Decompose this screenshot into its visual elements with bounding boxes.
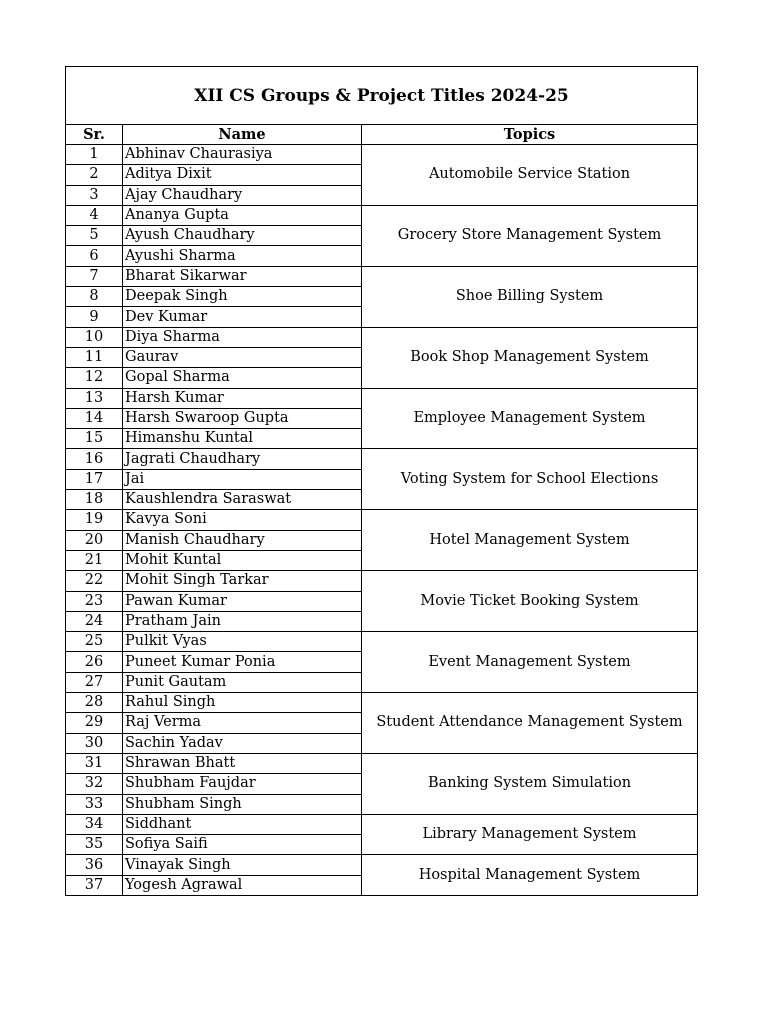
serial-number: 1 [66,145,123,165]
serial-number: 11 [66,347,123,367]
serial-number: 6 [66,246,123,266]
student-name: Yogesh Agrawal [123,875,362,895]
table-row [66,388,698,408]
serial-number: 16 [66,449,123,469]
student-name: Diya Sharma [123,327,362,347]
student-name: Ananya Gupta [123,205,362,225]
serial-number: 22 [66,571,123,591]
student-name: Gaurav [123,347,362,367]
table-row [66,205,698,225]
student-name: Pawan Kumar [123,591,362,611]
student-name: Rahul Singh [123,693,362,713]
student-name: Pratham Jain [123,611,362,631]
serial-number: 14 [66,408,123,428]
table-body [66,145,698,896]
project-topic: Grocery Store Management System [362,205,698,266]
serial-number: 9 [66,307,123,327]
student-name: Ayush Chaudhary [123,226,362,246]
student-name: Dev Kumar [123,307,362,327]
serial-number: 20 [66,530,123,550]
student-name: Harsh Swaroop Gupta [123,408,362,428]
serial-number: 18 [66,490,123,510]
serial-number: 21 [66,550,123,570]
student-name: Jai [123,469,362,489]
serial-number: 3 [66,185,123,205]
student-name: Jagrati Chaudhary [123,449,362,469]
serial-number: 30 [66,733,123,753]
project-topic: Employee Management System [362,388,698,449]
serial-number: 7 [66,266,123,286]
serial-number: 28 [66,693,123,713]
student-name: Kaushlendra Saraswat [123,490,362,510]
project-topic: Shoe Billing System [362,266,698,327]
project-topic: Automobile Service Station [362,145,698,206]
serial-number: 10 [66,327,123,347]
table-row [66,693,698,713]
serial-number: 4 [66,205,123,225]
table-row [66,145,698,165]
serial-number: 17 [66,469,123,489]
serial-number: 27 [66,672,123,692]
serial-number: 19 [66,510,123,530]
serial-number: 23 [66,591,123,611]
table-row [66,449,698,469]
student-name: Shrawan Bhatt [123,753,362,773]
serial-number: 15 [66,429,123,449]
serial-number: 29 [66,713,123,733]
serial-number: 13 [66,388,123,408]
project-topic: Banking System Simulation [362,753,698,814]
serial-number: 5 [66,226,123,246]
serial-number: 8 [66,287,123,307]
student-name: Deepak Singh [123,287,362,307]
table-row [66,571,698,591]
project-groups-table [65,66,698,896]
project-topic: Movie Ticket Booking System [362,571,698,632]
student-name: Ayushi Sharma [123,246,362,266]
column-header-name: Name [123,125,362,145]
serial-number: 2 [66,165,123,185]
serial-number: 25 [66,632,123,652]
student-name: Kavya Soni [123,510,362,530]
project-topic: Hospital Management System [362,855,698,896]
table-row [66,327,698,347]
student-name: Pulkit Vyas [123,632,362,652]
serial-number: 33 [66,794,123,814]
serial-number: 37 [66,875,123,895]
project-topic: Student Attendance Management System [362,693,698,754]
student-name: Bharat Sikarwar [123,266,362,286]
student-name: Puneet Kumar Ponia [123,652,362,672]
student-name: Ajay Chaudhary [123,185,362,205]
serial-number: 24 [66,611,123,631]
serial-number: 35 [66,835,123,855]
student-name: Punit Gautam [123,672,362,692]
project-topic: Library Management System [362,814,698,855]
table-row [66,266,698,286]
student-name: Shubham Singh [123,794,362,814]
student-name: Sofiya Saifi [123,835,362,855]
serial-number: 26 [66,652,123,672]
student-name: Manish Chaudhary [123,530,362,550]
student-name: Mohit Singh Tarkar [123,571,362,591]
project-topic: Voting System for School Elections [362,449,698,510]
project-topic: Event Management System [362,632,698,693]
student-name: Raj Verma [123,713,362,733]
project-topic: Book Shop Management System [362,327,698,388]
table-row [66,632,698,652]
serial-number: 12 [66,368,123,388]
student-name: Aditya Dixit [123,165,362,185]
student-name: Shubham Faujdar [123,774,362,794]
column-header-sr: Sr. [66,125,123,145]
student-name: Mohit Kuntal [123,550,362,570]
serial-number: 34 [66,814,123,834]
student-name: Sachin Yadav [123,733,362,753]
page-title: XII CS Groups & Project Titles 2024-25 [66,67,698,125]
student-name: Gopal Sharma [123,368,362,388]
project-topic: Hotel Management System [362,510,698,571]
table-row [66,855,698,875]
serial-number: 31 [66,753,123,773]
student-name: Siddhant [123,814,362,834]
table-row [66,510,698,530]
column-header-topics: Topics [362,125,698,145]
student-name: Abhinav Chaurasiya [123,145,362,165]
student-name: Vinayak Singh [123,855,362,875]
student-name: Himanshu Kuntal [123,429,362,449]
serial-number: 36 [66,855,123,875]
table-row [66,814,698,834]
student-name: Harsh Kumar [123,388,362,408]
serial-number: 32 [66,774,123,794]
table-row [66,753,698,773]
